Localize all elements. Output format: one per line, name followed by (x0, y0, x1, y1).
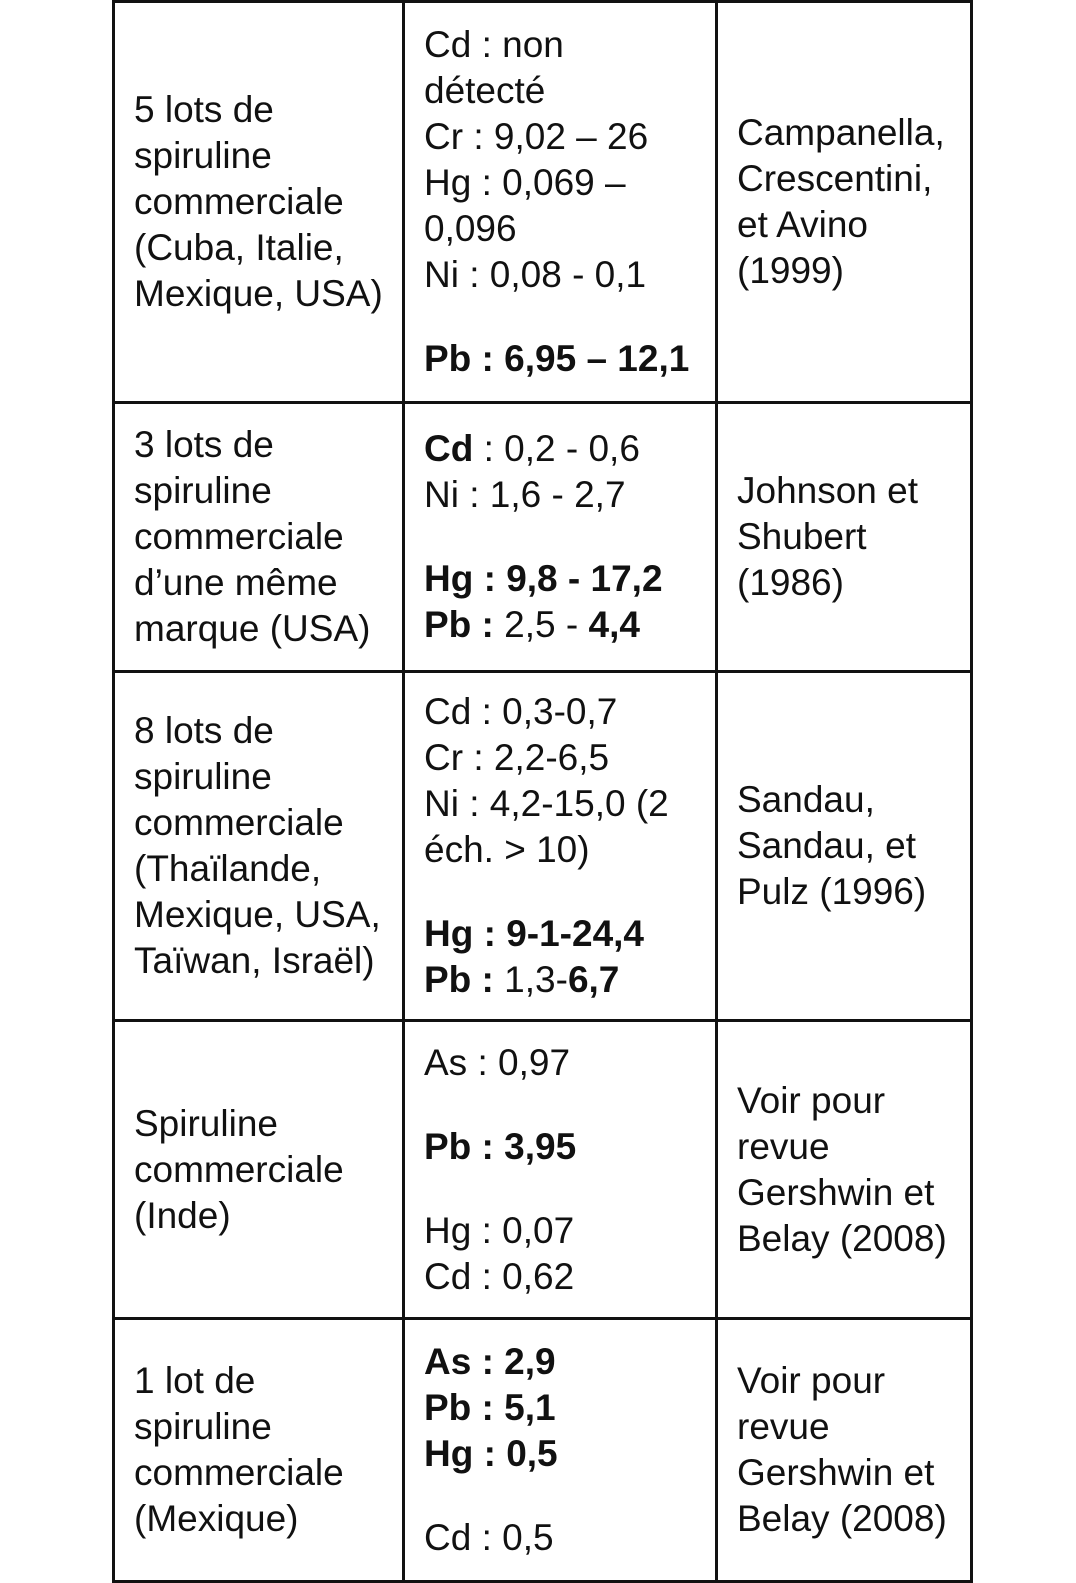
reference-cell (717, 1319, 972, 1582)
sample-line: (Mexique) (134, 1498, 299, 1539)
value-line (424, 957, 701, 1003)
value-text-bold: Hg : 9-1-24,4 (424, 913, 645, 954)
sample-line: 8 lots de (134, 710, 274, 751)
table-row (114, 672, 972, 1021)
sample-line: commerciale (134, 181, 344, 222)
value-line (424, 1431, 701, 1477)
reference-cell (717, 2, 972, 403)
value-text: Cd : 0,5 (424, 1517, 554, 1558)
reference-line: Crescentini, (737, 158, 933, 199)
value-line (424, 472, 701, 518)
value-text: détecté (424, 70, 546, 111)
reference-line: Campanella, (737, 112, 945, 153)
value-text-bold: Pb : (424, 604, 494, 645)
values-cell (404, 403, 717, 672)
value-line (424, 160, 701, 206)
value-line (424, 1040, 701, 1086)
reference-line: Belay (2008) (737, 1217, 947, 1259)
sample-line: Mexique, USA, (134, 894, 381, 935)
table-row (114, 1021, 972, 1319)
reference-line: (1999) (737, 250, 844, 291)
value-text: : 0,2 - 0,6 (473, 428, 640, 469)
sample-line: marque (USA) (134, 608, 371, 649)
value-text: Ni : 4,2-15,0 (2 (424, 783, 669, 824)
value-line (424, 1385, 701, 1431)
reference-line: Belay (2008) (737, 1498, 947, 1539)
value-line (424, 1254, 701, 1300)
line-gap (424, 873, 701, 911)
reference-line: Voir pour (737, 1360, 886, 1401)
value-text-bold: 4,4 (588, 604, 640, 645)
line-gap (424, 518, 701, 556)
values-cell (404, 1319, 717, 1582)
value-line (424, 781, 701, 827)
sample-cell (114, 2, 404, 403)
reference-line: (1986) (737, 562, 844, 603)
reference-line: et Avino (737, 204, 868, 245)
value-text-bold: Hg : 9,8 - 17,2 (424, 558, 663, 599)
value-text: Cd : non (424, 24, 564, 65)
value-text-bold: Hg : 0,5 (424, 1433, 558, 1474)
value-line (424, 1124, 701, 1170)
sample-line: 1 lot de (134, 1360, 256, 1401)
sample-line: spiruline (134, 756, 272, 797)
value-line (424, 556, 701, 602)
sample-line: commerciale (134, 516, 344, 557)
sample-line: spiruline (134, 1406, 272, 1447)
sample-line: (Cuba, Italie, (134, 227, 344, 268)
heavy-metals-table (112, 0, 973, 1583)
value-text: Cd : 0,3-0,7 (424, 691, 618, 732)
line-gap (424, 298, 701, 336)
value-text: 0,096 (424, 208, 517, 249)
value-text: Ni : 1,6 - 2,7 (424, 474, 626, 515)
values-cell (404, 672, 717, 1021)
line-gap (424, 1477, 701, 1515)
value-line (424, 206, 701, 252)
value-text: Cd : 0,62 (424, 1255, 575, 1297)
value-line (424, 827, 701, 873)
value-line (424, 689, 701, 735)
reference-cell (717, 1021, 972, 1319)
reference-line: Voir pour (737, 1079, 886, 1121)
value-line (424, 911, 701, 957)
value-line (424, 336, 701, 382)
value-text-bold: Pb : 6,95 – 12,1 (424, 338, 690, 379)
table-row (114, 2, 972, 403)
sample-cell (114, 403, 404, 672)
value-line (424, 735, 701, 781)
value-line (424, 114, 701, 160)
reference-line: Sandau, (737, 779, 875, 820)
value-line (424, 68, 701, 114)
reference-line: Johnson et (737, 470, 919, 511)
value-text: 1,3- (493, 959, 568, 1000)
value-line (424, 602, 701, 648)
sample-line: Taïwan, Israël) (134, 940, 375, 981)
reference-line: Gershwin et (737, 1171, 935, 1213)
sample-line: 3 lots de (134, 424, 274, 465)
sample-line: (Thaïlande, (134, 848, 322, 889)
value-text-bold: As : 2,9 (424, 1341, 556, 1382)
value-line (424, 22, 701, 68)
sample-cell (114, 1021, 404, 1319)
line-gap (424, 1086, 701, 1124)
reference-cell (717, 403, 972, 672)
sample-cell (114, 672, 404, 1021)
sample-line: spiruline (134, 470, 272, 511)
sample-line: commerciale (134, 1148, 344, 1190)
sample-line: Spiruline (134, 1102, 278, 1144)
reference-line: revue (737, 1125, 830, 1167)
values-cell (404, 2, 717, 403)
value-text: Hg : 0,07 (424, 1209, 575, 1251)
sample-line: Mexique, USA) (134, 273, 383, 314)
sample-cell (114, 1319, 404, 1582)
reference-line: Pulz (1996) (737, 871, 927, 912)
value-text: As : 0,97 (424, 1041, 571, 1083)
sample-line: 5 lots de (134, 89, 274, 130)
reference-line: Gershwin et (737, 1452, 935, 1493)
sample-line: (Inde) (134, 1194, 231, 1236)
table-row (114, 1319, 972, 1582)
value-line (424, 426, 701, 472)
value-text: Cr : 9,02 – 26 (424, 116, 649, 157)
value-text-bold: Pb : 5,1 (424, 1387, 556, 1428)
reference-cell (717, 672, 972, 1021)
table-row (114, 403, 972, 672)
sample-line: d’une même (134, 562, 338, 603)
line-gap (424, 1170, 701, 1208)
value-text: Cr : 2,2-6,5 (424, 737, 610, 778)
value-text: éch. > 10) (424, 829, 590, 870)
value-text-bold: 6,7 (567, 959, 620, 1000)
value-text: 2,5 - (493, 604, 589, 645)
value-text-bold: Pb : (424, 959, 494, 1000)
value-line (424, 252, 701, 298)
value-text: Ni : 0,08 - 0,1 (424, 254, 647, 295)
sample-line: spiruline (134, 135, 272, 176)
value-text-bold: Cd (424, 428, 474, 469)
reference-line: Sandau, et (737, 825, 916, 866)
sample-line: commerciale (134, 1452, 344, 1493)
value-line (424, 1515, 701, 1561)
value-text: Hg : 0,069 – (424, 162, 626, 203)
sample-line: commerciale (134, 802, 344, 843)
reference-line: revue (737, 1406, 830, 1447)
reference-line: Shubert (737, 516, 867, 557)
value-line (424, 1208, 701, 1254)
value-text-bold: Pb : 3,95 (424, 1125, 577, 1167)
value-line (424, 1339, 701, 1385)
values-cell (404, 1021, 717, 1319)
